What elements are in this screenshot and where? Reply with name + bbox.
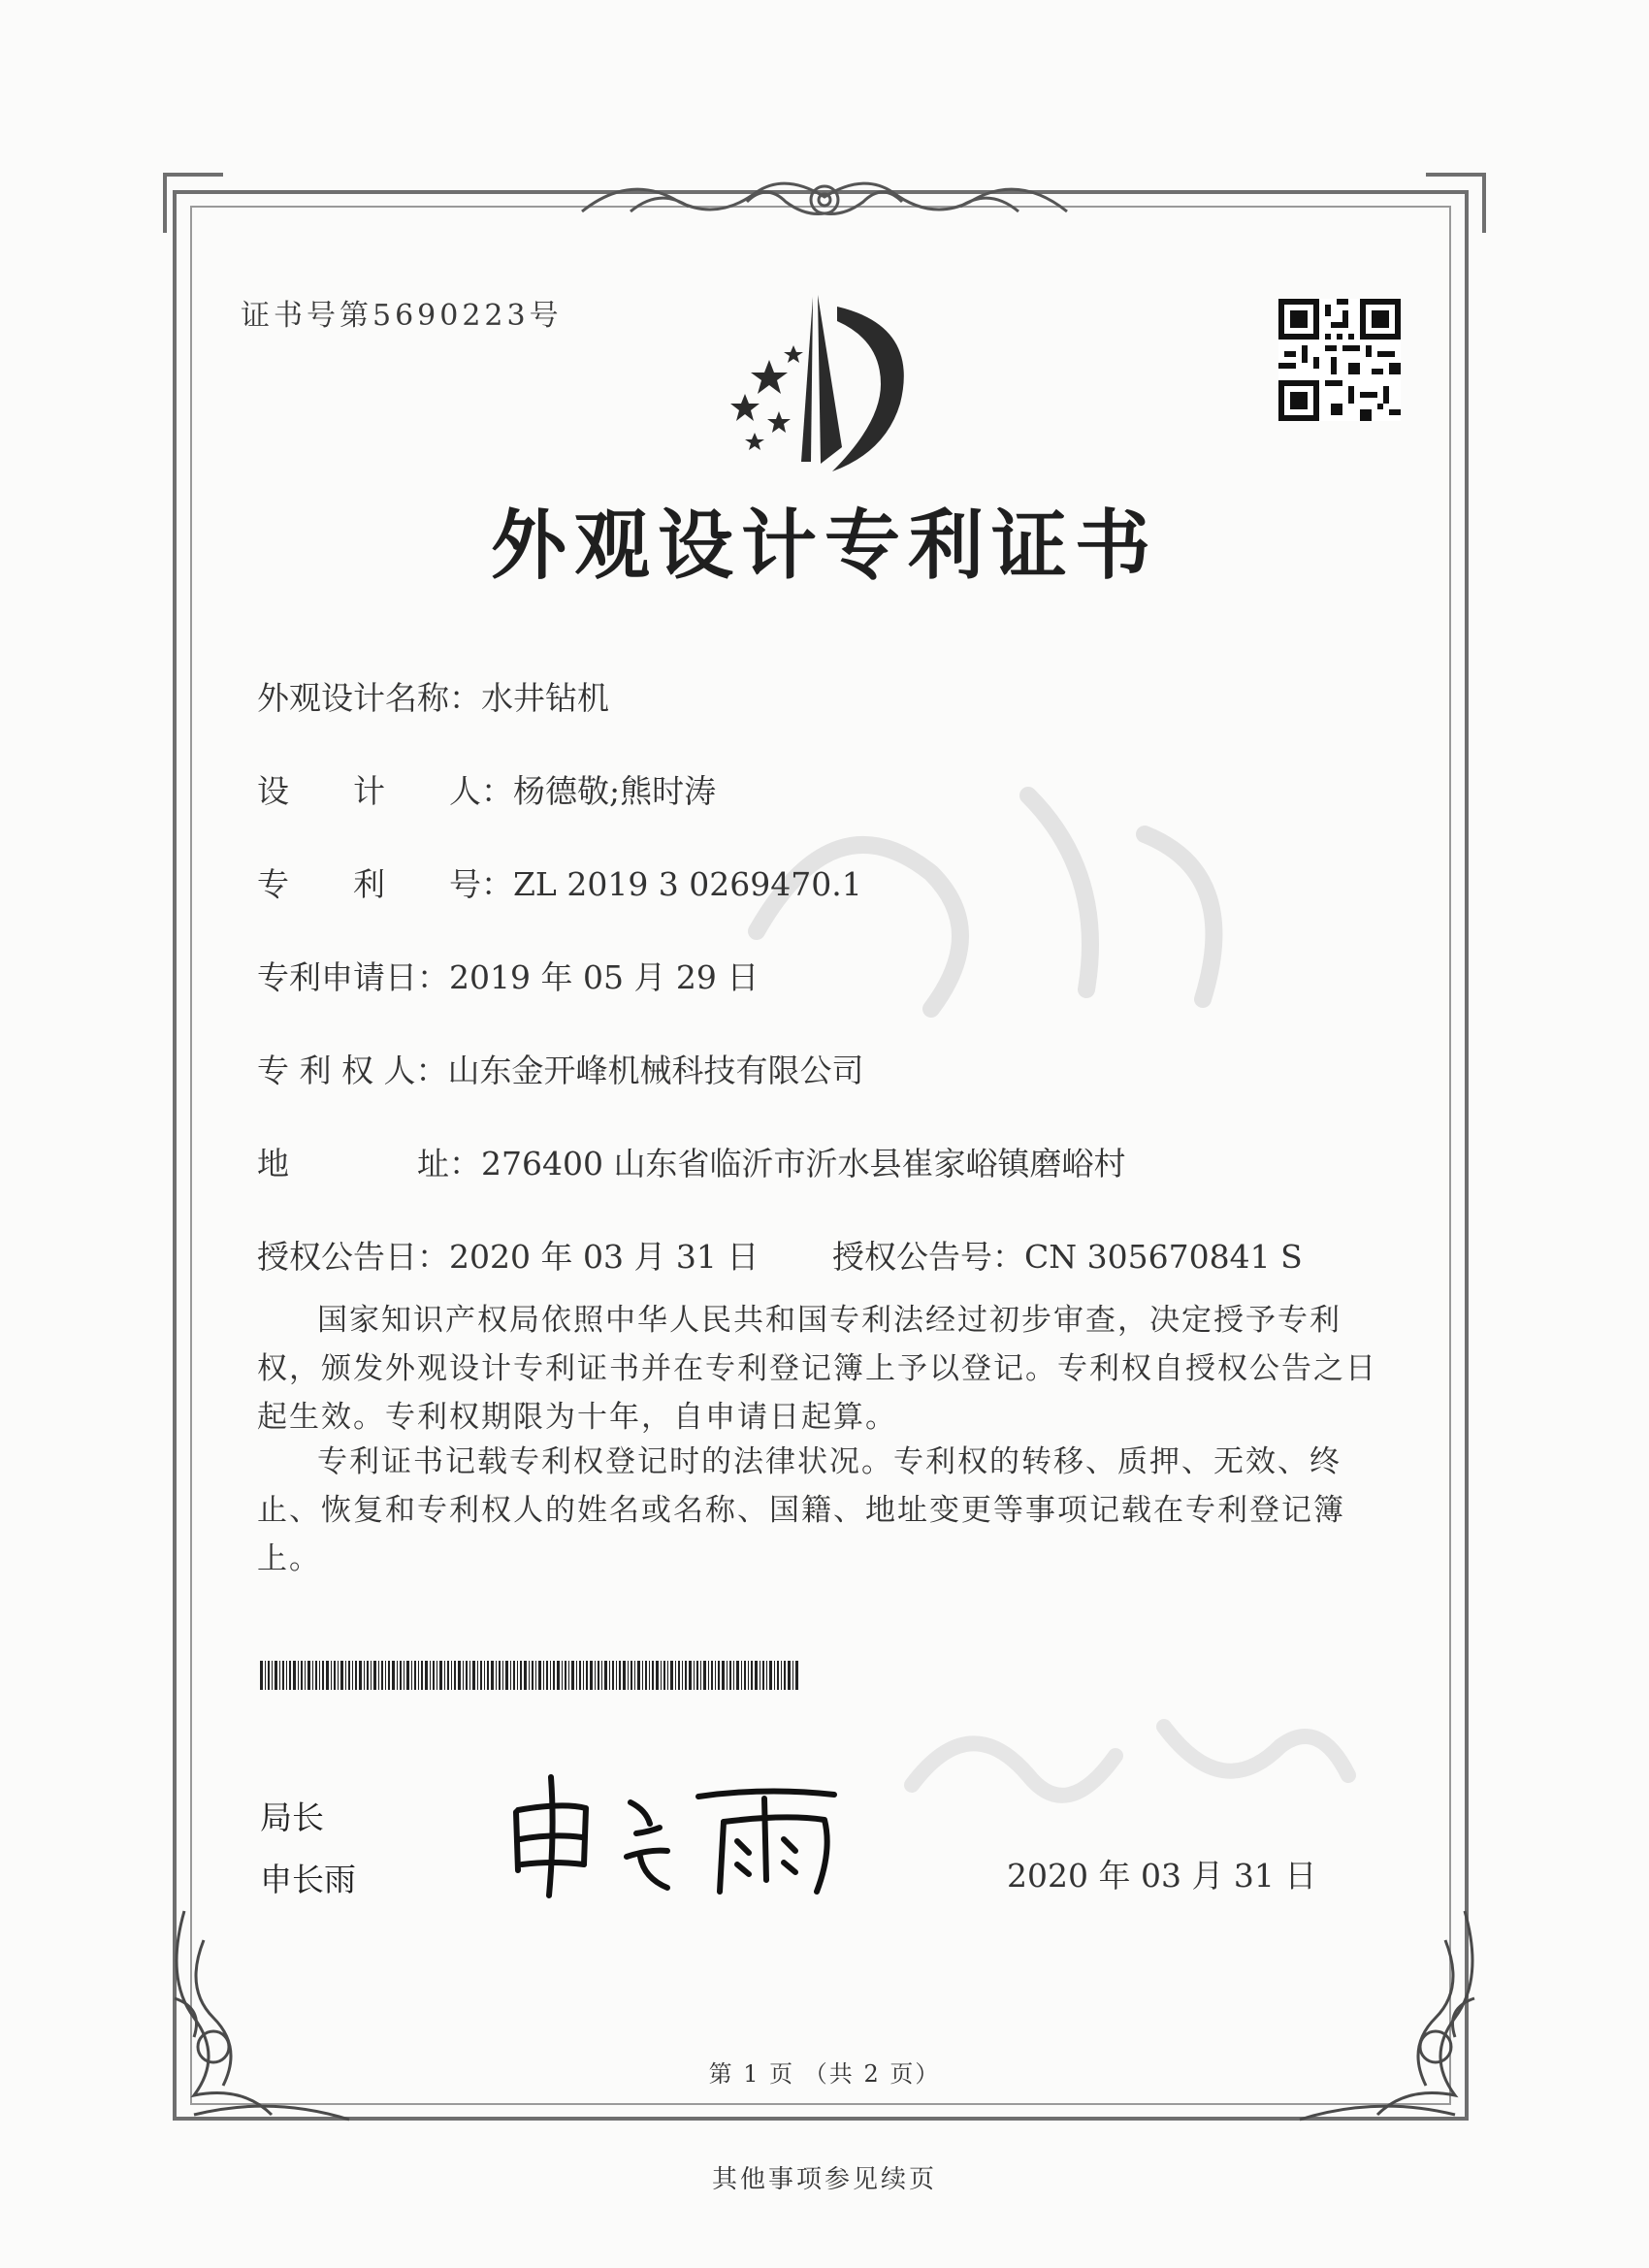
field-value: CN 305670841 S [1024, 1238, 1303, 1276]
field-label: 设 计 人： [257, 772, 513, 810]
corner-ornament-icon [155, 165, 233, 243]
field-value: 276400 山东省临沂市沂水县崔家峪镇磨峪村 [481, 1145, 1126, 1183]
field-value: 2020 年 03 月 31 日 [449, 1238, 760, 1276]
field-value: ZL 2019 3 0269470.1 [513, 865, 862, 903]
field-value: 2019 年 05 月 29 日 [449, 958, 760, 996]
field-label: 外观设计名称： [257, 679, 481, 717]
field-value: 杨德敬;熊时涛 [513, 772, 717, 810]
field-application-date [257, 953, 759, 998]
field-value: 山东金开峰机械科技有限公司 [447, 1052, 864, 1089]
watermark-pattern [873, 1669, 1377, 1863]
certificate-number: 证书号第5690223号 [241, 299, 563, 333]
field-label: 专利申请日： [257, 958, 449, 996]
director-name: 申长雨 [260, 1861, 356, 1898]
field-grant-date [257, 1232, 759, 1278]
field-grant-number [832, 1232, 1303, 1278]
barcode-icon [260, 1661, 799, 1690]
field-label: 授权公告号： [832, 1238, 1024, 1276]
field-value: 水井钻机 [481, 679, 609, 717]
field-label: 地 址： [257, 1145, 481, 1183]
signing-date: 2020 年 03 月 31 日 [1007, 1857, 1317, 1895]
corner-ornament-icon [155, 1901, 388, 2134]
watermark-pattern [679, 679, 1358, 1164]
field-label: 授权公告日： [257, 1238, 449, 1276]
qr-code-icon [1278, 299, 1401, 421]
field-design-name [257, 673, 609, 719]
field-label: 专 利 号： [257, 865, 513, 903]
patent-office-emblem-icon [696, 287, 949, 481]
corner-ornament-icon [1416, 165, 1494, 243]
page-number: 第 1 页 （共 2 页） [708, 2060, 941, 2088]
handwritten-signature-icon [504, 1764, 854, 1899]
field-address [257, 1139, 1125, 1184]
top-ornament-icon [572, 163, 1077, 231]
field-label: 专 利 权 人： [257, 1052, 448, 1089]
corner-ornament-icon [1261, 1901, 1494, 2134]
field-patentee [257, 1046, 863, 1091]
director-title: 局长 [260, 1798, 324, 1836]
statement-paragraph: 专利证书记载专利权登记时的法律状况。专利权的转移、质押、无效、终止、恢复和专利权人的姓名或名称、国籍、地址变更等事项记载在专利登记簿上。 [257, 1444, 1345, 1576]
field-patent-number [257, 859, 862, 905]
field-designer [257, 766, 716, 812]
statement-paragraph: 国家知识产权局依照中华人民共和国专利法经过初步审查，决定授予专利权，颁发外观设计专利证书并在专利登记簿上予以登记。专利权自授权公告之日起生效。专利权期限为十年，自申请日起算。 [257, 1303, 1377, 1435]
footer-note: 其他事项参见续页 [711, 2165, 937, 2194]
certificate-title: 外观设计专利证书 [490, 502, 1158, 590]
